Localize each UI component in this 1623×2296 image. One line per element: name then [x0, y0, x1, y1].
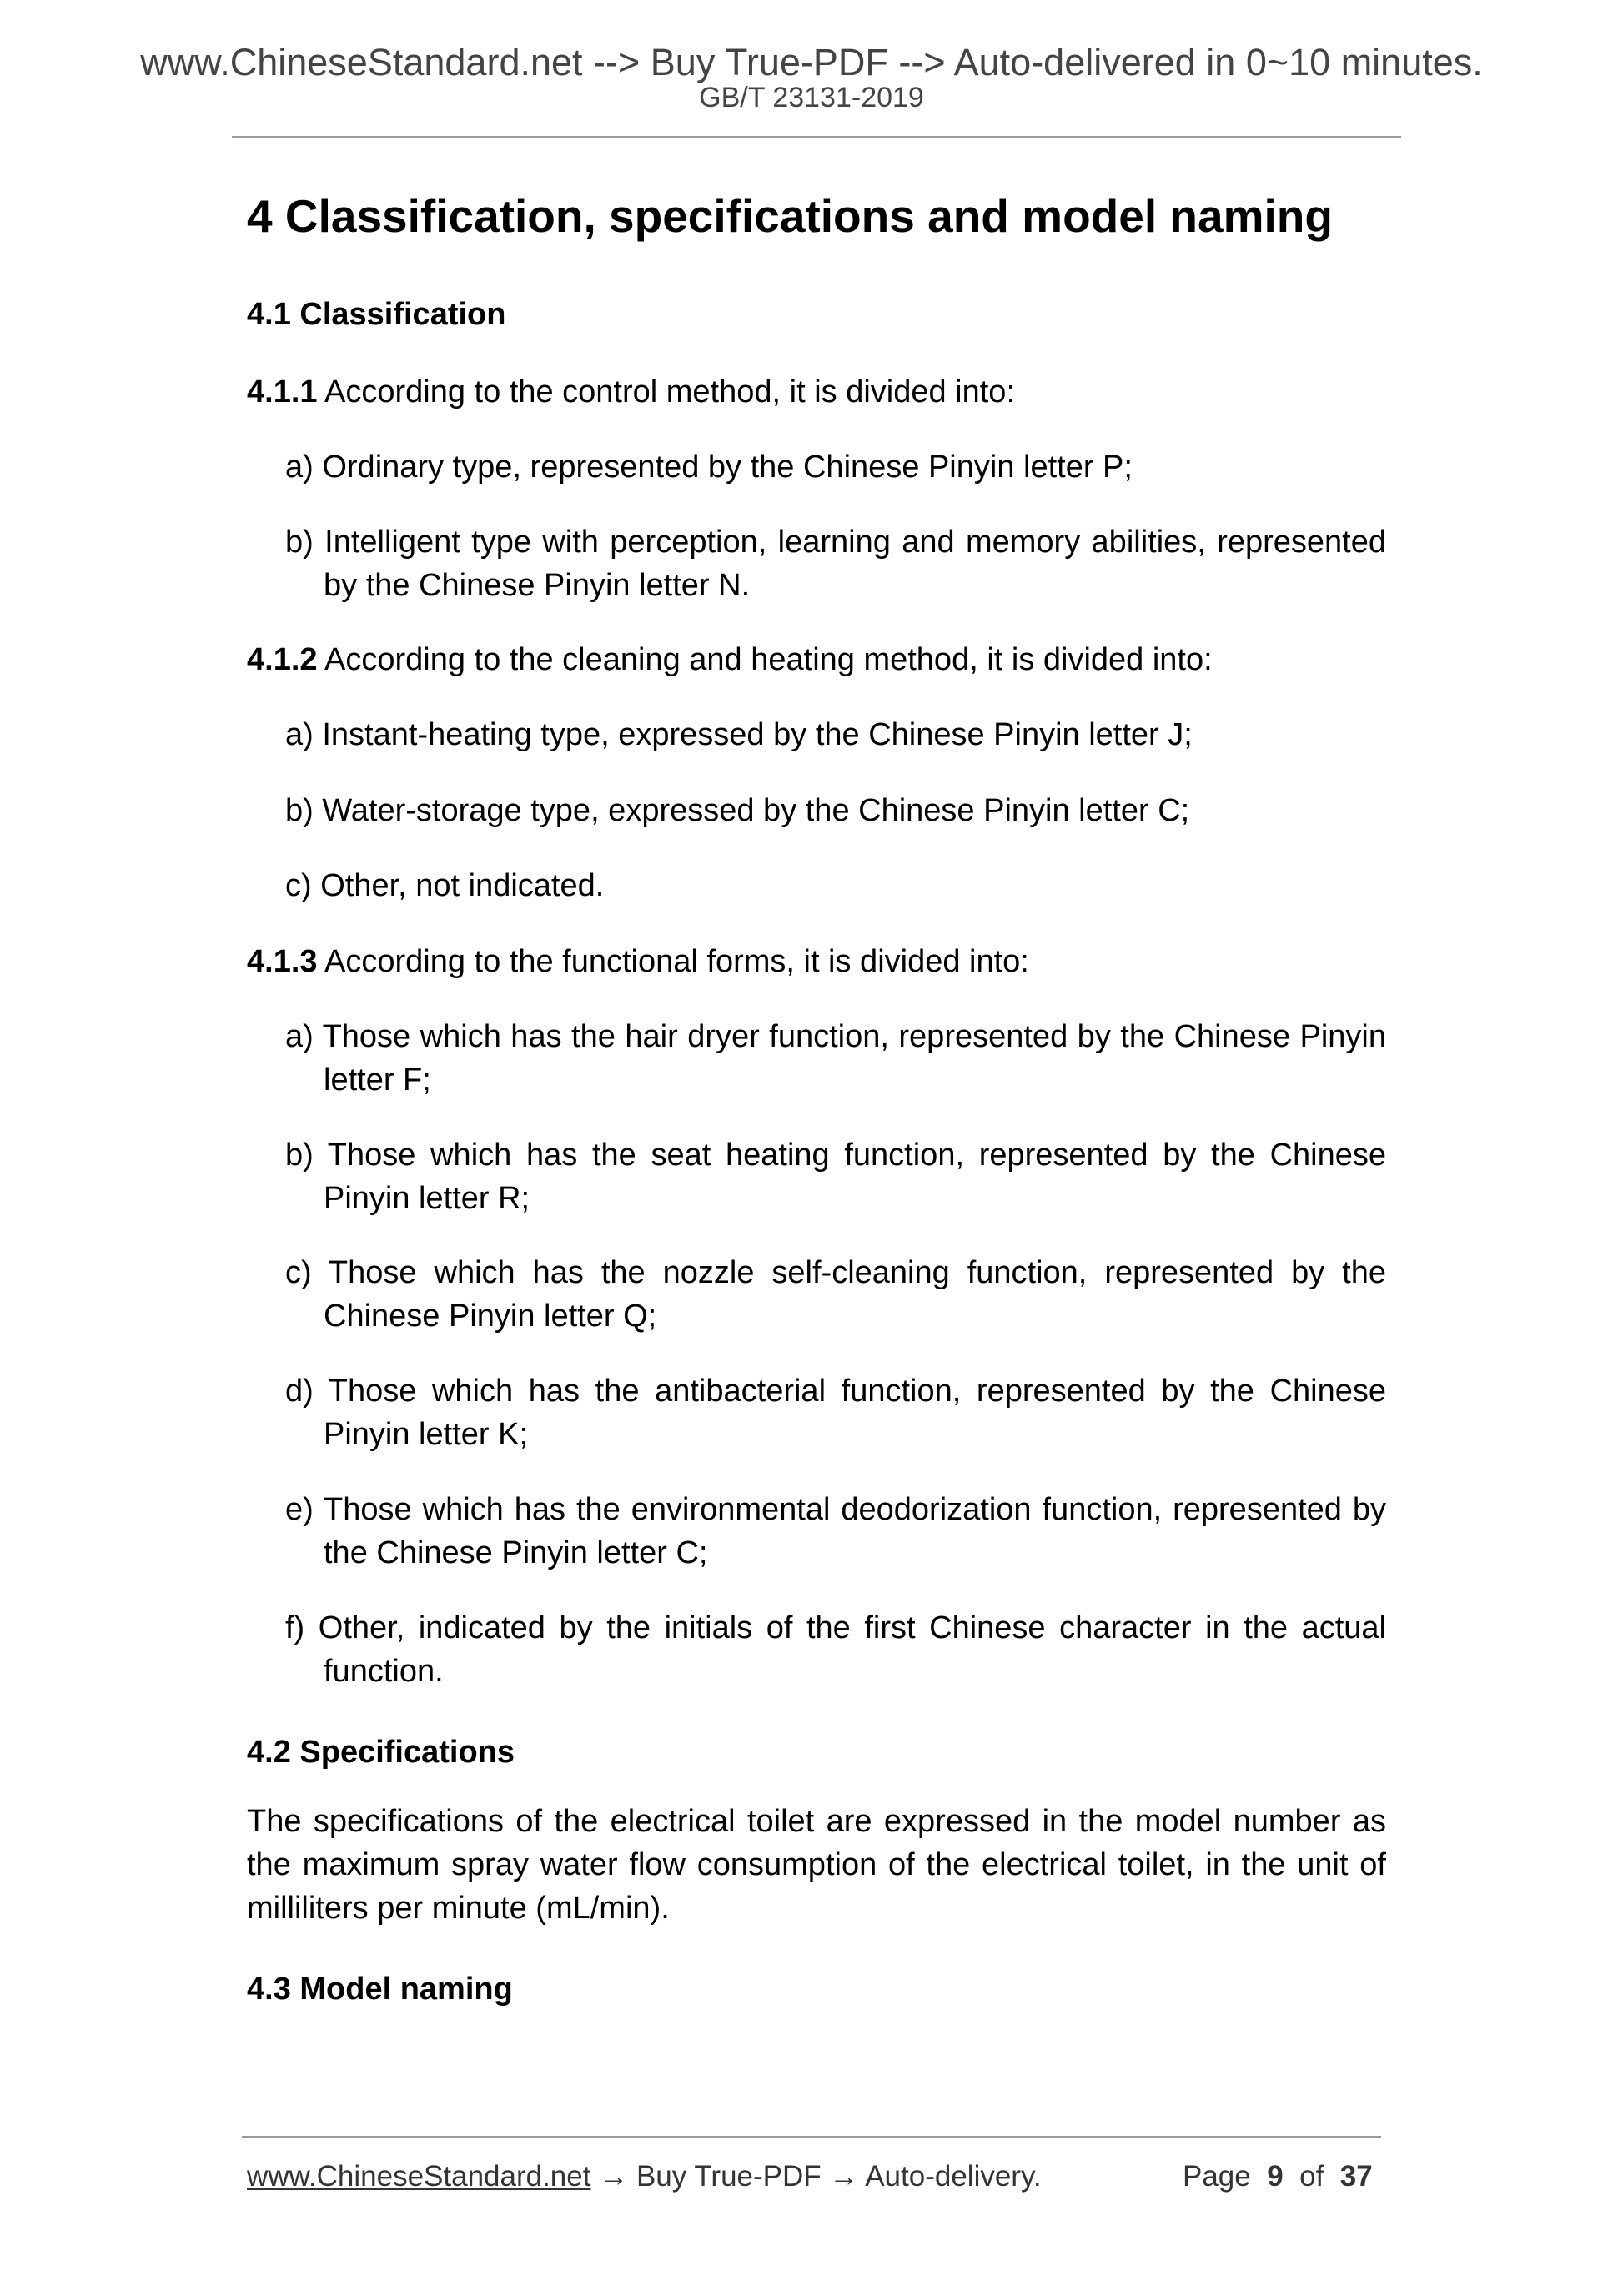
list-item: b) Those which has the seat heating function, represented by the Chinese Pinyin letter R;: [285, 1138, 1386, 1216]
clause-4-1-2: [247, 638, 1386, 681]
page-indicator: [1183, 2162, 1373, 2191]
list-item: c) Other, not indicated.: [285, 868, 605, 903]
arrow-right-icon: →: [599, 2160, 629, 2193]
clause-4-1-1: [247, 370, 1386, 414]
of-label: of: [1299, 2160, 1324, 2193]
heading-4-1: 4.1 Classification: [247, 297, 506, 332]
clause-text: According to the cleaning and heating method, it is divided into:: [317, 642, 1213, 677]
list-item: a) Instant-heating type, expressed by the Chinese Pinyin letter J;: [285, 717, 1193, 752]
footer-site-link[interactable]: www.ChineseStandard.net: [247, 2160, 591, 2193]
heading-4-3: 4.3 Model naming: [247, 1972, 513, 2007]
standard-code: GB/T 23131-2019: [699, 82, 924, 113]
page-label: Page: [1183, 2160, 1251, 2193]
footer-delivery-text: Auto-delivery.: [865, 2160, 1042, 2193]
list-item: a) Those which has the hair dryer function, represented by the Chinese Pinyin letter F;: [285, 1019, 1386, 1098]
footer-divider: [242, 2136, 1381, 2138]
clause-text: According to the control method, it is divided into:: [317, 374, 1015, 409]
specifications-text: The specifications of the electrical toilet are expressed in the model number as the maximum spray water flow consumption of the electrical toilet, in the unit of milliliters per minute (mL/min).: [247, 1804, 1386, 1926]
clause-text: According to the functional forms, it is divided into:: [317, 944, 1029, 979]
clause-number: 4.1.2: [247, 642, 318, 677]
list-item: a) Ordinary type, represented by the Chinese Pinyin letter P;: [285, 450, 1133, 485]
clause-number: 4.1.3: [247, 944, 318, 979]
page-number: 9: [1267, 2160, 1284, 2193]
list-item: b) Water-storage type, expressed by the Chinese Pinyin letter C;: [285, 793, 1190, 828]
list-item: b) Intelligent type with perception, learning and memory abilities, represented by the Chinese Pinyin letter N.: [285, 525, 1386, 603]
heading-4-2: 4.2 Specifications: [247, 1735, 515, 1770]
list-item: c) Those which has the nozzle self-cleaning function, represented by the Chinese Pinyin letter Q;: [285, 1255, 1386, 1334]
footer-buy-text: Buy True-PDF: [636, 2160, 822, 2193]
page-total: 37: [1339, 2160, 1373, 2193]
list-item: d) Those which has the antibacterial function, represented by the Chinese Pinyin letter K;: [285, 1374, 1386, 1452]
list-item: f) Other, indicated by the initials of the first Chinese character in the actual function.: [285, 1610, 1386, 1689]
arrow-right-icon: →: [829, 2160, 859, 2193]
section-title: 4 Classification, specifications and model naming: [247, 190, 1333, 242]
list-item: e) Those which has the environmental deodorization function, represented by the Chinese Pinyin letter C;: [285, 1492, 1386, 1570]
footer-links: [247, 2162, 1042, 2191]
clause-number: 4.1.1: [247, 374, 318, 409]
header-divider: [232, 136, 1401, 138]
header-banner[interactable]: www.ChineseStandard.net --> Buy True-PDF --> Auto-delivered in 0~10 minutes.: [140, 41, 1483, 83]
clause-4-1-3: [247, 940, 1386, 983]
